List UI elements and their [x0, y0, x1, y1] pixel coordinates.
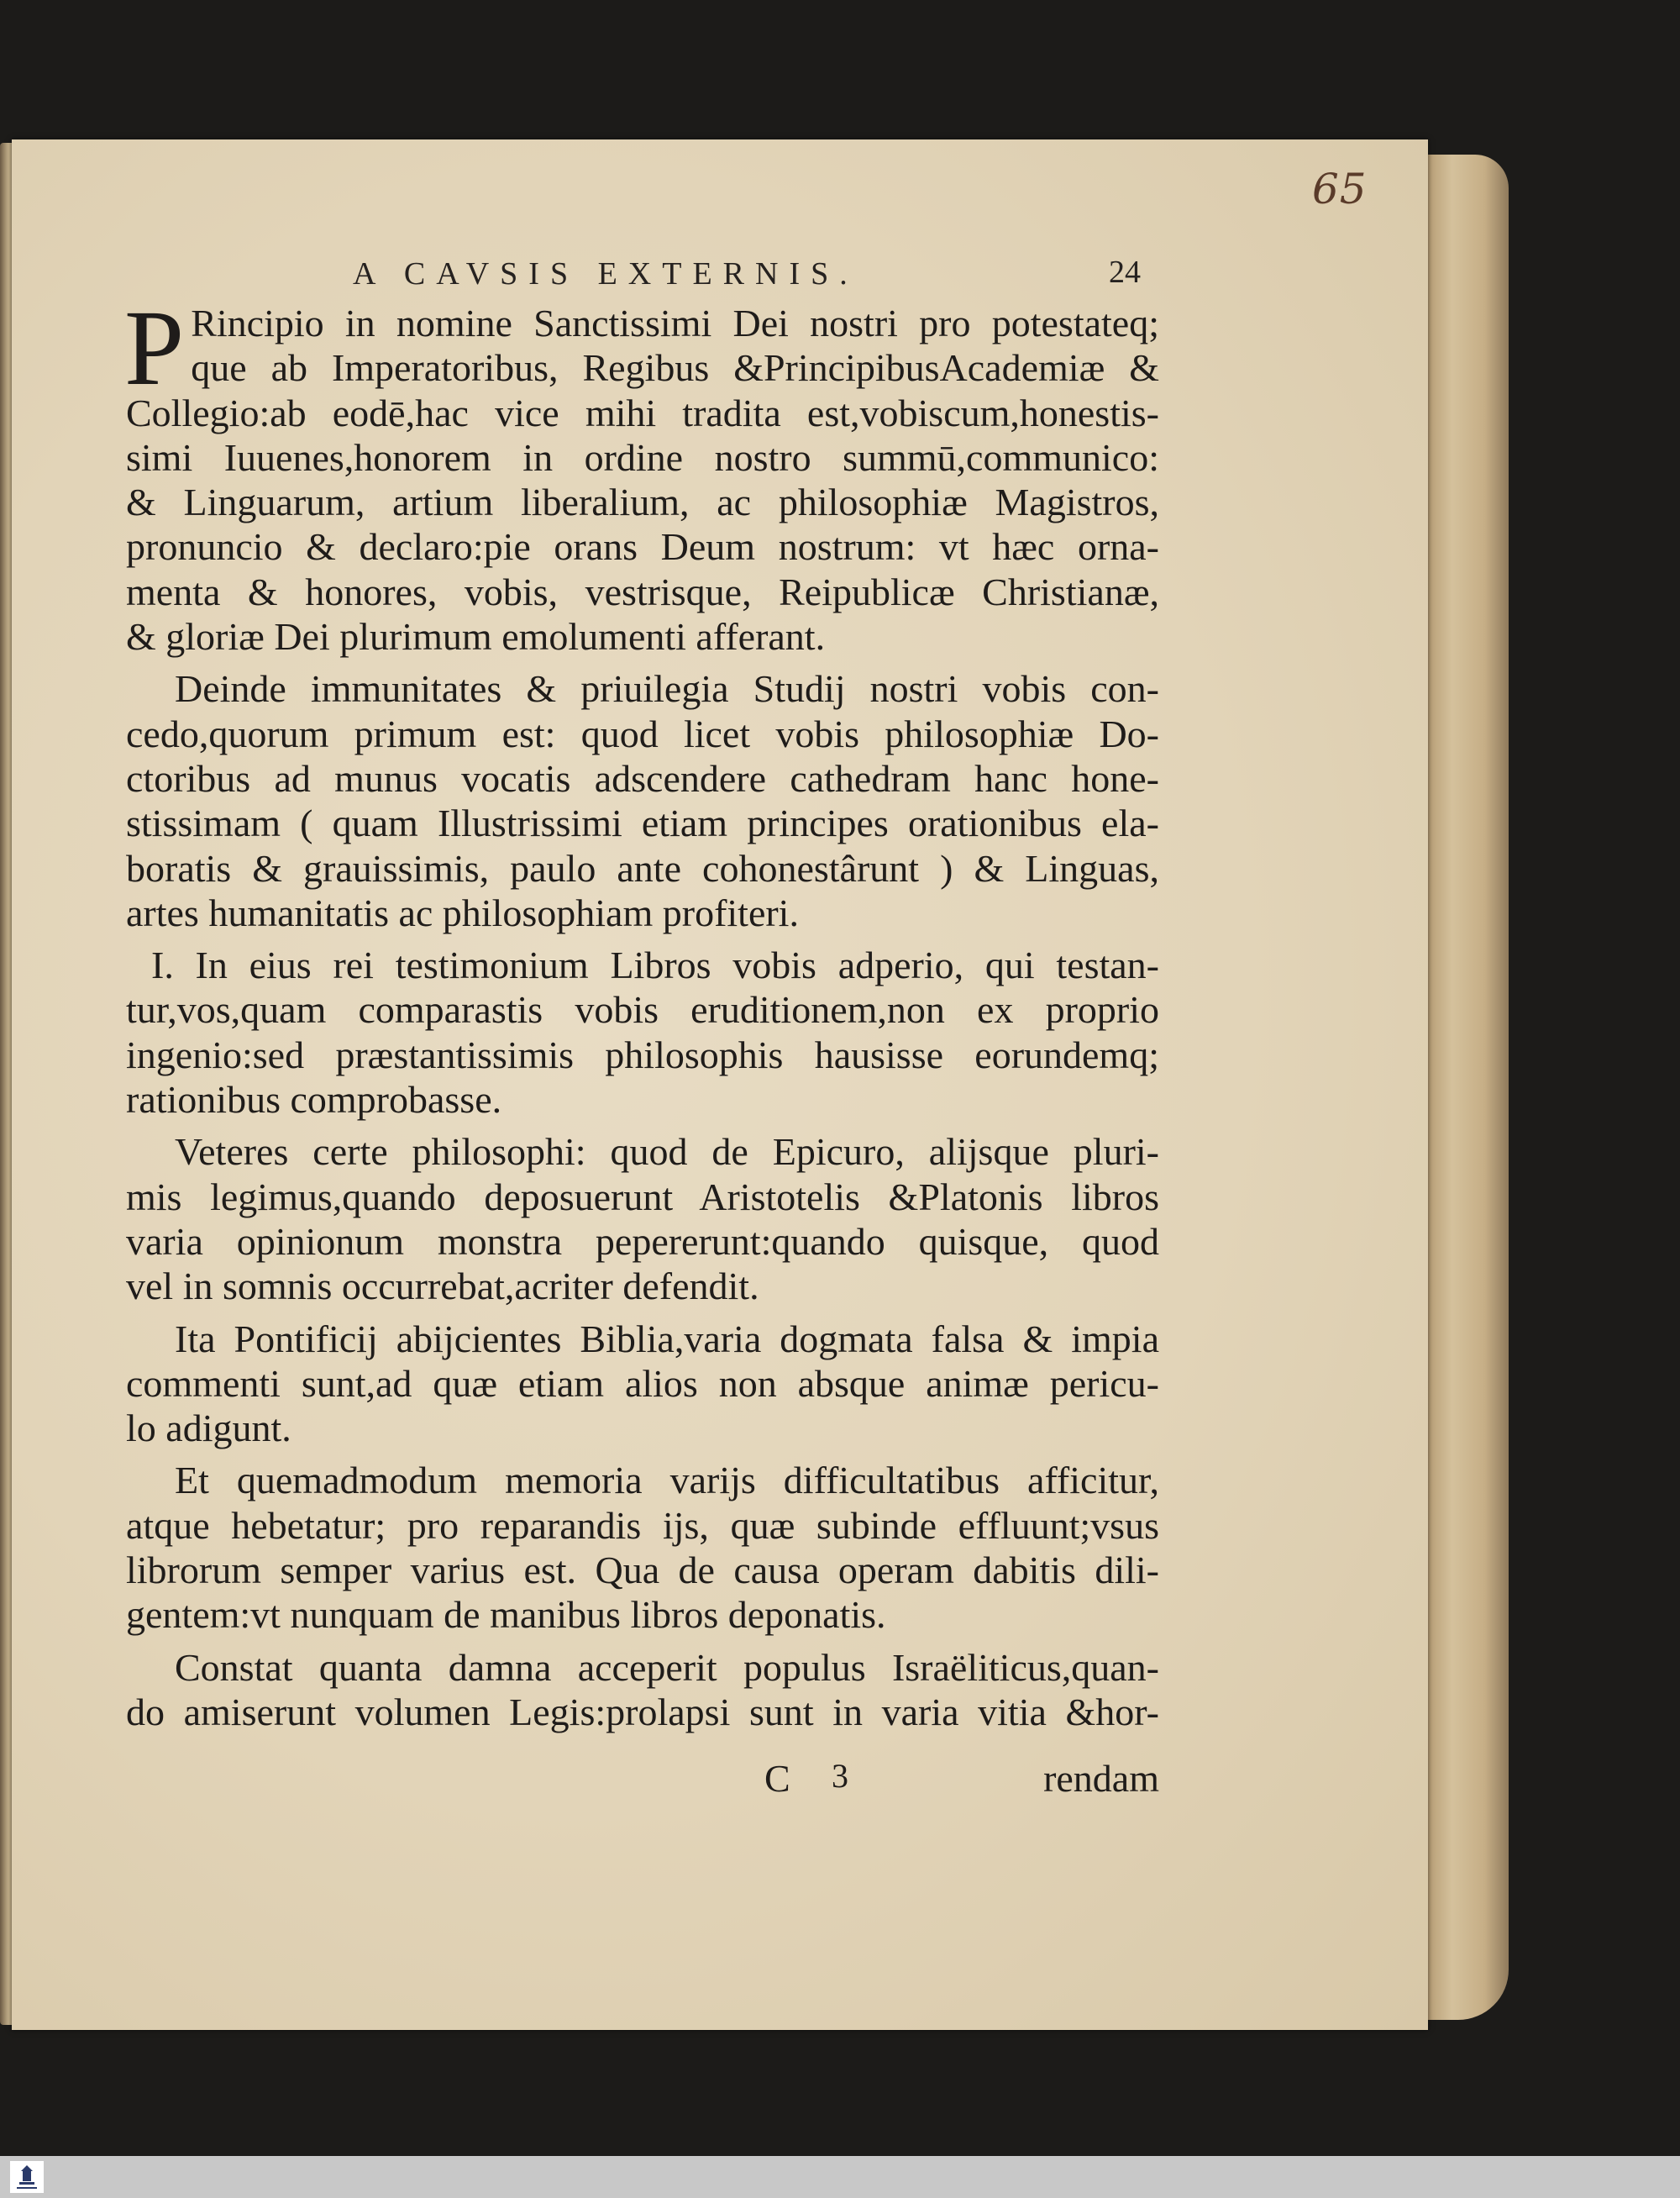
text-line: stissimam ( quam Illustrissimi etiam principes orationibus ela- [126, 802, 1159, 845]
text-line: rationibus comprobasse. [126, 1078, 502, 1122]
text-line: Veteres certe philosophi: quod de Epicuro, alijsque pluri- [175, 1130, 1159, 1174]
text-line: do amiserunt volumen Legis:prolapsi sunt in varia vitia &hor- [126, 1690, 1159, 1733]
text-line: vel in somnis occurrebat,acriter defendit. [126, 1265, 759, 1308]
text-line: que ab Imperatoribus, Regibus &PrincipibusAcademiæ & [191, 346, 1159, 390]
text-line: ingenio:sed præstantissimis philosophis hausisse eorundemq; [126, 1033, 1159, 1076]
drop-capital: P [124, 288, 185, 408]
running-head: A CAVSIS EXTERNIS. [353, 256, 858, 292]
paragraph-5 [126, 1317, 1159, 1451]
text-line: & gloriæ Dei plurimum emolumenti afferant. [126, 615, 826, 659]
viewer-footer-bar [0, 2156, 1680, 2198]
handwritten-folio-number: 65 [1312, 165, 1368, 213]
paragraph-2 [126, 666, 1159, 935]
text-line: mis legimus,quando deposuerunt Aristotelis &Platonis libros [126, 1175, 1159, 1218]
text-line: commenti sunt,ad quæ etiam alios non absque animæ pericu- [126, 1361, 1159, 1405]
catchword: rendam [1043, 1757, 1159, 1800]
text-line: tur,vos,quam comparastis vobis eruditionem,non ex proprio [126, 988, 1159, 1032]
signature-mark: C [764, 1757, 790, 1800]
text-line: Rincipio in nomine Sanctissimi Dei nostri pro potestateq; [191, 302, 1159, 344]
page-number: 24 [1109, 255, 1141, 290]
text-line: simi Iuuenes,honorem in ordine nostro summū,communico: [126, 435, 1159, 479]
paragraph-3 [126, 943, 1159, 1122]
text-line: cedo,quorum primum est: quod licet vobis philosophiæ Do- [126, 712, 1159, 755]
paragraph-6 [126, 1458, 1159, 1637]
paragraph-1 [124, 288, 1159, 659]
library-logo-icon [10, 2161, 44, 2193]
text-line: menta & honores, vobis, vestrisque, Reipublicæ Christianæ, [126, 570, 1159, 613]
text-line: gentem:vt nunquam de manibus libros deponatis. [126, 1593, 886, 1637]
text-line: Collegio:ab eodē,hac vice mihi tradita est,vobiscum,honestis- [126, 391, 1159, 434]
paragraph-7 [126, 1645, 1159, 1735]
text-line: librorum semper varius est. Qua de causa operam dabitis dili- [126, 1549, 1159, 1592]
text-line: varia opinionum monstra pepererunt:quando quisque, quod [126, 1219, 1159, 1263]
text-line: artes humanitatis ac philosophiam profiteri. [126, 891, 799, 934]
text-line: atque hebetatur; pro reparandis ijs, quæ subinde effluunt;vsus [126, 1503, 1159, 1547]
text-block [124, 288, 1159, 1734]
text-line: boratis & grauissimis, paulo ante cohonestârunt ) & Linguas, [126, 846, 1159, 890]
text-line: pronuncio & declaro:pie orans Deum nostrum: vt hæc orna- [126, 525, 1159, 569]
text-line: & Linguarum, artium liberalium, ac philosophiæ Magistros, [126, 481, 1159, 524]
text-line: Constat quanta damna acceperit populus Israëliticus,quan- [175, 1645, 1159, 1689]
text-line: Deinde immunitates & priuilegia Studij nostri vobis con- [175, 667, 1159, 711]
text-line: lo adigunt. [126, 1407, 291, 1450]
text-line: ctoribus ad munus vocatis adscendere cathedram hanc hone- [126, 756, 1159, 800]
text-line: Ita Pontificij abijcientes Biblia,varia dogmata falsa & impia [175, 1317, 1159, 1360]
text-line: I. In eius rei testimonium Libros vobis adperio, qui testan- [151, 944, 1159, 987]
gathering-number: 3 [832, 1757, 848, 1795]
paragraph-4 [126, 1129, 1159, 1308]
page-fore-edge [1428, 155, 1509, 2020]
text-line: Et quemadmodum memoria varijs difficultatibus afficitur, [175, 1459, 1159, 1502]
